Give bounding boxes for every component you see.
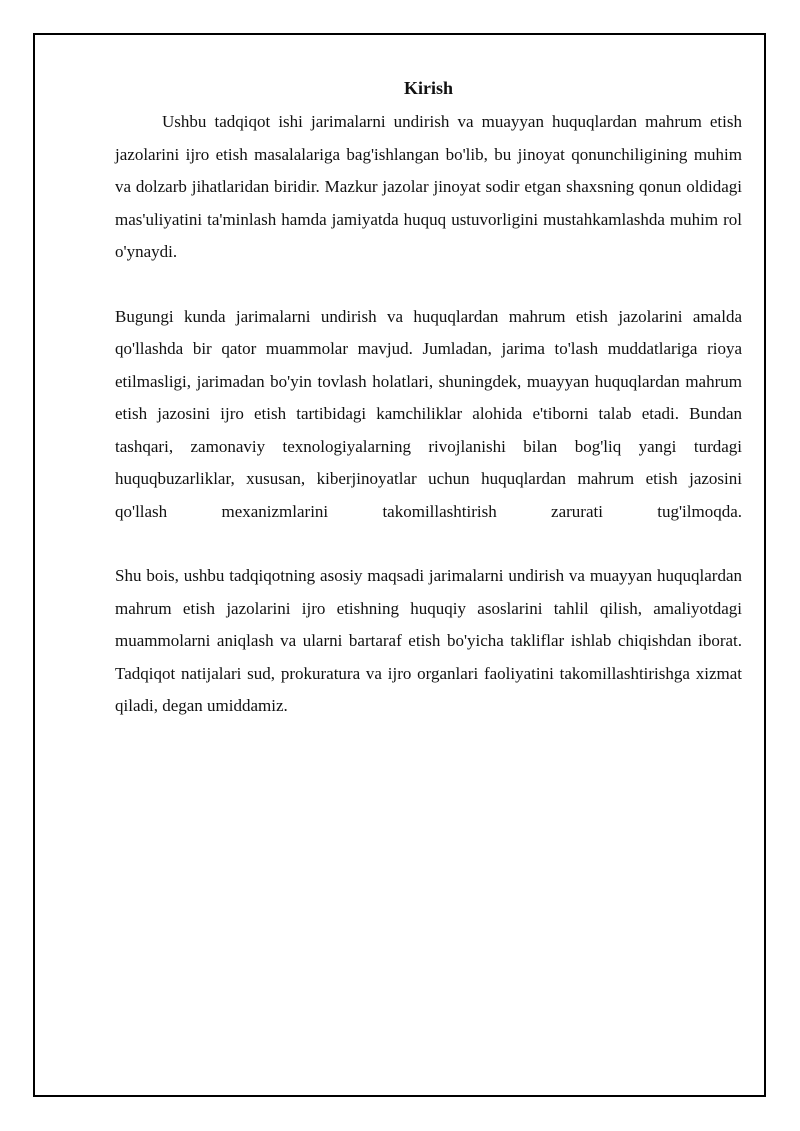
- paragraph-1: Ushbu tadqiqot ishi jarimalarni undirish va muayyan huquqlardan mahrum etish jazolarini ijro etish masalalariga bag'ishlangan bo'lib, bu jinoyat qonunchiligining muhim va dolzarb jihatlaridan biridir. Mazkur jazolar jinoyat sodir etgan shaxsning qonun oldidagi mas'uliyatini ta'minlash hamda jamiyatda huquq ustuvorligini mustahkamlashda muhim rol o'ynaydi.: [115, 112, 742, 261]
- document-title: Kirish: [403, 78, 453, 98]
- document-body: [115, 76, 742, 723]
- paragraph-3: Shu bois, ushbu tadqiqotning asosiy maqsadi jarimalarni undirish va muayyan huquqlardan mahrum etish jazolarini ijro etishning huquqiy asoslarini tahlil qilish, amaliyotdagi muammolarni aniqlash va ularni bartaraf etish bo'yicha takliflar ishlab chiqishdan iborat. Tadqiqot natijalari sud, prokuratura va ijro organlari faoliyatini takomillashtirishga xizmat qiladi, degan umiddamiz.: [115, 566, 742, 715]
- paragraph-gap: [115, 528, 742, 560]
- paragraph-gap: [115, 269, 742, 301]
- paragraph-2: Bugungi kunda jarimalarni undirish va huquqlardan mahrum etish jazolarini amalda qo'llashda bir qator muammolar mavjud. Jumladan, jarima to'lash muddatlariga rioya etilmasligi, jarimadan bo'yin tovlash holatlari, shuningdek, muayyan huquqlardan mahrum etish jazosini ijro etish tartibidagi kamchiliklar alohida e'tiborni talab etadi. Bundan tashqari, zamonaviy texnologiyalarning rivojlanishi bilan bog'liq yangi turdagi huquqbuzarliklar, xususan, kiberjinoyatlar uchun huquqlardan mahrum etish jazosini qo'llash mexanizmlarini takomillashtirish zarurati tug'ilmoqda.: [115, 306, 742, 521]
